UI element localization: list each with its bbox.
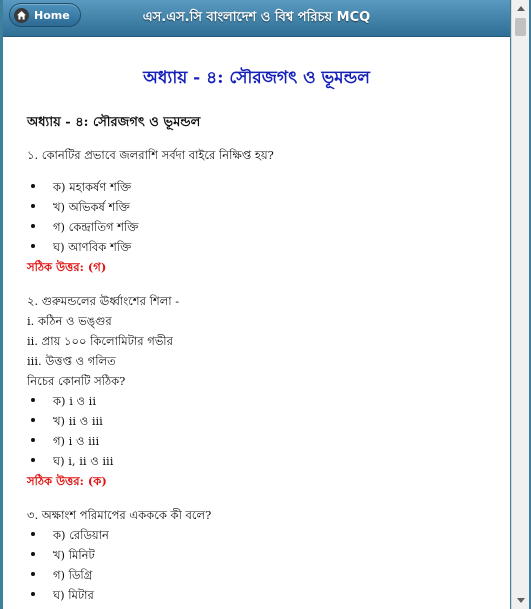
header-bar [3, 0, 510, 37]
content-area: অধ্যায় - ৪: সৌরজগৎ ও ভূমন্ডল অধ্যায় - ৪: সৌরজগৎ ও ভূমন্ডল ১. কোনটির প্রভাবে জলরাশি সর্বদা বাইরে নিক্ষিপ্ত হয়? ক) মহাকর্ষণ শক্তি খ) অভিকর্ষ শক্তি গ) কেন্দ্রাতিগ শক্তি ঘ) আণবিক শক্তি সঠিক উত্তর: (গ) ২. গুরুমন্ডলের ঊর্ধ্বাংশের শিলা - i. কঠিন ও ভঙ্গুর ii. প্রায় ১০০ কিলোমিটার গভীর iii. উত্তপ্ত ও গলিত নিচের কোনটি সঠিক? ক) i ও ii খ) ii ও iii গ) i ও iii ঘ) i, ii ও iii সঠিক উত্তর: (ক) ৩. অক্ষাংশ পরিমাপের একককে কী বলে? ক) রেডিয়ান খ) মিনিট গ) ডিগ্রি ঘ) মিটার [3, 37, 510, 609]
chapter-subheading: অধ্যায় - ৪: সৌরজগৎ ও ভূমন্ডল [27, 115, 201, 130]
scroll-thumb[interactable] [515, 18, 526, 36]
question-text: ২. গুরুমন্ডলের ঊর্ধ্বাংশের শিলা - [27, 294, 180, 308]
question-text: ১. কোনটির প্রভাবে জলরাশি সর্বদা বাইরে নিক্ষিপ্ত হয়? [27, 148, 274, 162]
statement-item: iii. উত্তপ্ত ও গলিত [27, 354, 116, 368]
chapter-heading: অধ্যায় - ৪: সৌরজগৎ ও ভূমন্ডল [143, 68, 370, 88]
question-prompt: নিচের কোনটি সঠিক? [27, 374, 126, 388]
statement-item: i. কঠিন ও ভঙ্গুর [27, 314, 112, 328]
vertical-scrollbar[interactable] [511, 0, 529, 609]
statement-item: ii. প্রায় ১০০ কিলোমিটার গভীর [27, 334, 173, 348]
scroll-down-arrow-icon[interactable] [512, 592, 529, 609]
answer-text: সঠিক উত্তর: (গ) [27, 260, 107, 274]
answer-text: সঠিক উত্তর: (ক) [27, 474, 107, 488]
scroll-up-arrow-icon[interactable] [512, 0, 529, 17]
home-button-label: Home [34, 8, 70, 22]
question-text: ৩. অক্ষাংশ পরিমাপের একককে কী বলে? [27, 508, 212, 522]
page-title: এস.এস.সি বাংলাদেশ ও বিশ্ব পরিচয় MCQ [142, 10, 371, 25]
